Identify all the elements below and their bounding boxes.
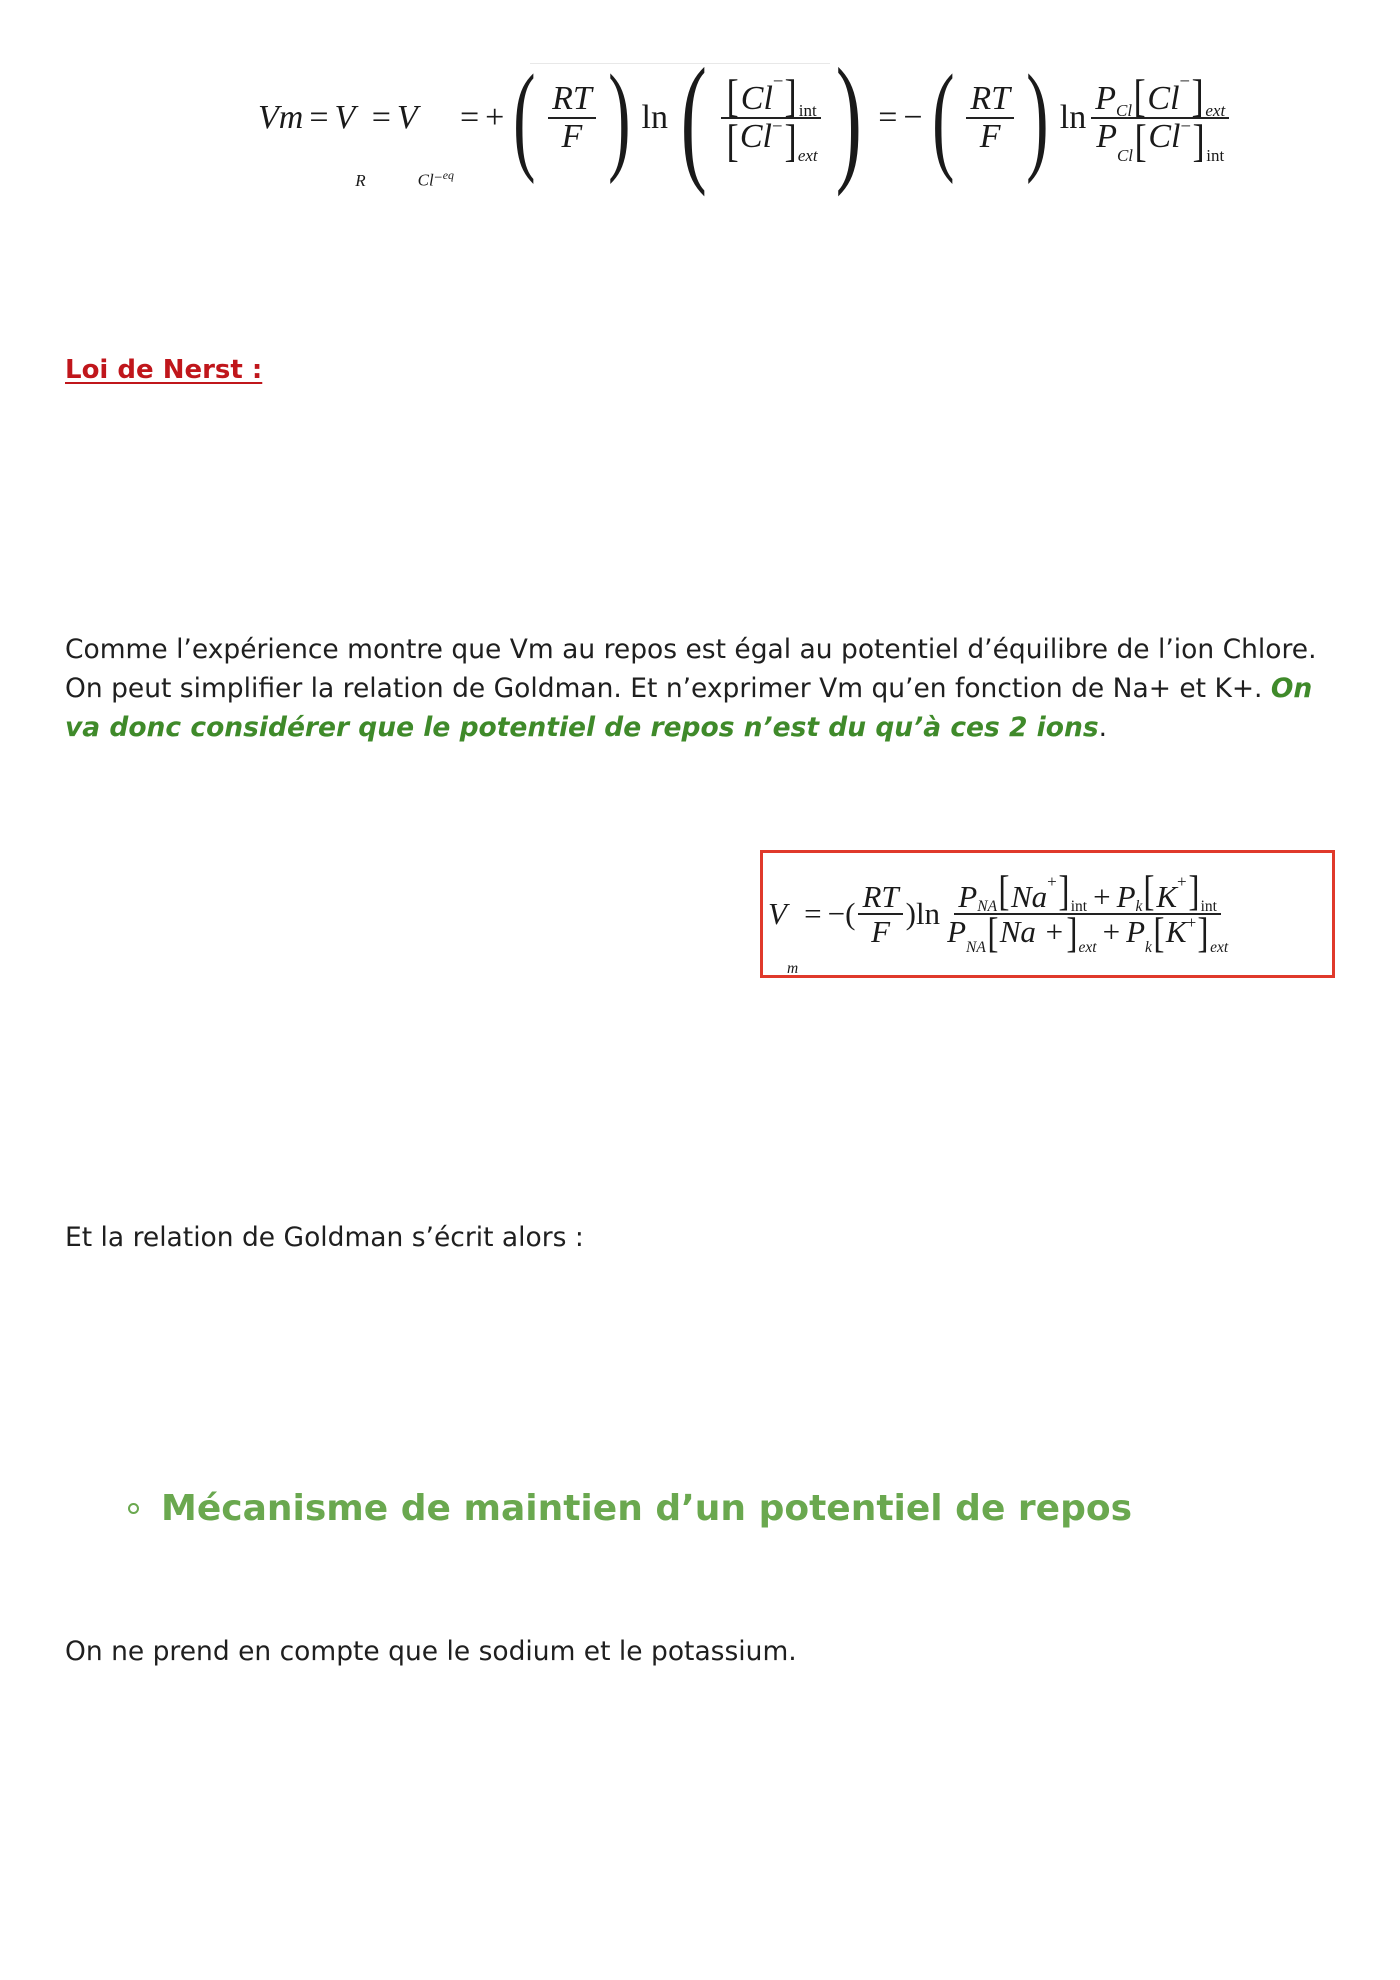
nernst-chloride-equation (258, 38, 1232, 197)
paren-close: ) (835, 38, 862, 197)
subheading-text: Mécanisme de maintien d’un potentiel de repos (161, 1488, 1132, 1529)
eq-equals: = (309, 99, 329, 136)
eq-ln: ln (641, 99, 668, 136)
rt-over-f: $\frac{RT}{F}$ (548, 82, 596, 154)
goldman-intro-text: Et la relation de Goldman s’écrit alors : (65, 1222, 584, 1253)
eq-sub-m: m (786, 960, 799, 978)
eq-plus: + (485, 99, 505, 136)
eq-v-cl: V (396, 99, 418, 136)
eq-equals: = (459, 99, 480, 136)
paren-close: ) (1026, 50, 1049, 186)
paragraph-emphasis: On va donc considérer que le potentiel de repos n’est du qu’à ces 2 ions (65, 673, 1313, 743)
eq-equals: = (878, 99, 898, 136)
rt-over-f-2: $\frac{RT}{F}$ (966, 82, 1014, 154)
paragraph-end: . (1098, 712, 1108, 743)
eq-ln-2: ln (1059, 99, 1087, 136)
goldman-ratio: P NA [ Na + ] int + P k [ K + ] int P NA [ Na + ] ext + P k [ K + ] ext (947, 869, 1229, 957)
eq-v-r: V (334, 99, 356, 136)
paren-open: ( (513, 50, 536, 186)
paren-close: ) (607, 50, 631, 186)
nerst-law-heading: Loi de Nerst : (65, 355, 263, 385)
paragraph-text: Comme l’expérience montre que Vm au repos est égal au potentiel d’équilibre de l’ion Chlore. On peut simplifier la relation de Goldman. Et n’exprimer Vm qu’en fonction de Na+ et K+. (65, 634, 1317, 704)
eq-vm: Vm (258, 99, 304, 136)
eq-neg-open: −( (827, 896, 856, 931)
eq-equals: = (371, 99, 391, 136)
eq-close-ln: )ln (905, 896, 941, 931)
cl-ratio: [ Cl − ] int [ Cl − ] ext (721, 75, 822, 162)
goldman-equation (768, 852, 1235, 976)
goldman-simplification-paragraph (65, 630, 1335, 747)
p-cl-ratio: P Cl [ Cl − ] ext P Cl [ Cl − ] int (1091, 75, 1229, 162)
hollow-bullet-icon (128, 1503, 139, 1514)
paren-open: ( (931, 50, 955, 186)
eq-equals: = (804, 896, 822, 931)
section-subheading (128, 1488, 1132, 1529)
eq-sub-r: R (355, 170, 366, 190)
eq-v: V (768, 896, 787, 931)
eq-sub-cl: Cl⁻$^{eq}$ (417, 167, 454, 190)
eq-minus: − (903, 99, 923, 136)
paren-open: ( (680, 38, 707, 197)
rt-over-f: $\frac{RT}{F}$ (858, 881, 902, 947)
sodium-potassium-text: On ne prend en compte que le sodium et le potassium. (65, 1636, 797, 1667)
